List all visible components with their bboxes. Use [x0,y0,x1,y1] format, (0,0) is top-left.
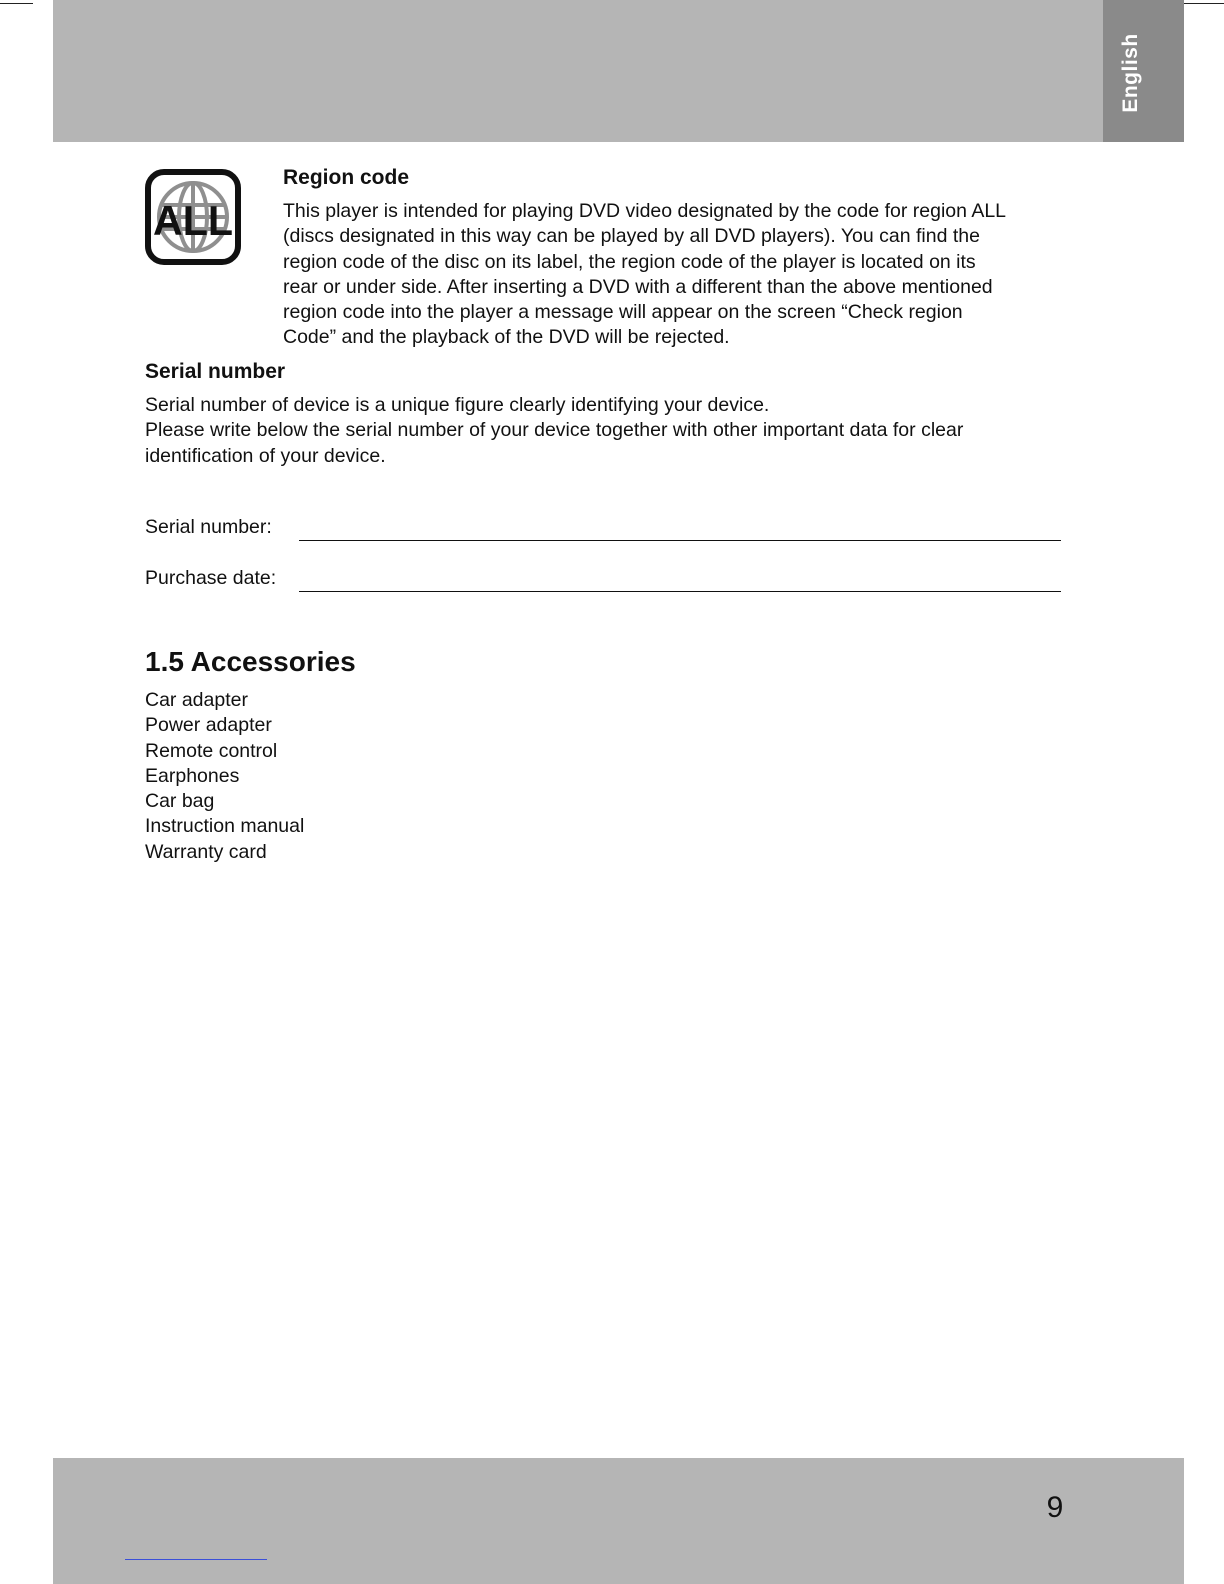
footer-link-underline[interactable] [125,1559,267,1560]
serial-number-field [145,515,1061,545]
list-item: Earphones [145,764,240,787]
serial-number-write-line [299,540,1061,541]
footer-band [53,1458,1184,1584]
list-item: Car adapter [145,689,248,711]
list-item: Remote control [145,739,278,762]
serial-number-label: Serial number: [145,516,272,538]
language-tab-label: English [1119,33,1142,113]
region-code-heading: Region code [283,166,410,189]
purchase-date-write-line [299,591,1061,592]
list-item: Warranty card [145,840,267,863]
header-band [53,0,1184,142]
purchase-date-label: Purchase date: [145,567,277,589]
page-number: 9 [1046,1491,1064,1524]
region-icon-label: ALL [153,197,233,244]
accessories-heading: 1.5 Accessories [145,646,356,677]
region-all-globe-icon [145,169,241,265]
region-code-section [283,164,1083,351]
accessories-list [145,688,745,865]
serial-number-text: Serial number of device is a unique figure clearly identifying your device. Please write below the serial number of your device together with other important data for clear identification of your device. [145,394,964,467]
accessories-section [145,644,745,865]
serial-number-heading: Serial number [145,360,286,383]
corner-mark-left [0,3,33,4]
language-tab [1103,0,1184,142]
list-item: Car bag [145,790,215,813]
corner-mark-right [1178,3,1224,4]
purchase-date-field [145,566,1061,596]
serial-number-section [145,358,1095,469]
region-code-text: This player is intended for playing DVD video designated by the code for region ALL (discs designated in this way can be played by all DVD players). You can find the region code of the disc on its label, the region code of the player is located on its rear or under side. After inserting a DVD with a different than the above mentioned region code into the player a message will appear on the screen “Check region Code” and the playback of the DVD will be rejected. [283,200,1007,349]
list-item: Instruction manual [145,815,305,838]
list-item: Power adapter [145,714,272,737]
